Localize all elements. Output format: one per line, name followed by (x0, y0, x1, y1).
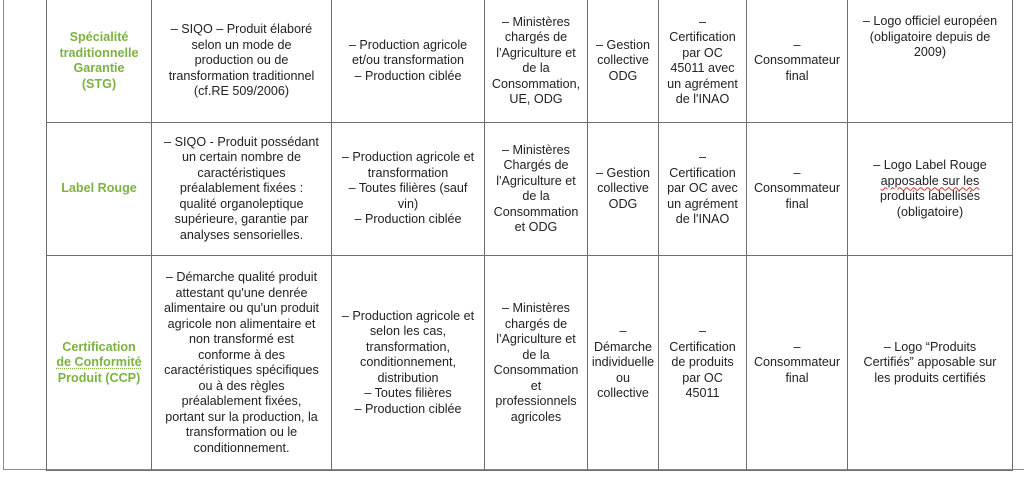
cell-line: Consommateur (753, 355, 841, 370)
cell-line: produits labellisés (879, 189, 981, 203)
cell-line: chargés de (504, 316, 568, 331)
siqo-comparison-table (46, 0, 1013, 471)
cell-line: – Production ciblée (354, 68, 462, 83)
cell-line: conforme à des (198, 347, 285, 362)
cell-line: par OC (682, 45, 723, 60)
cell-line: UE, ODG (509, 92, 563, 106)
target-cell (747, 256, 848, 471)
cell-line: attestant qu'une denrée (175, 285, 308, 300)
row-label-line: Produit (CCP) (57, 370, 141, 385)
cell-line: – (698, 324, 706, 339)
cell-line: les produits certifiés (874, 370, 986, 385)
cell-line: – Production agricole et (341, 308, 475, 323)
cell-line: un agrément (667, 76, 738, 91)
cell-line: – (698, 14, 706, 29)
cell-line: – Logo Label Rouge (873, 158, 987, 172)
cell-line: 45011 avec (670, 61, 735, 75)
cell-line: transformation traditionnel (168, 68, 315, 83)
cell-line: Consommation (493, 363, 579, 377)
cell-line: Chargés de (503, 158, 569, 172)
cell-line: Consommateur (753, 53, 841, 68)
cell-line: – SIQO – Produit élaboré (170, 22, 313, 37)
cell-line: individuelle (591, 355, 655, 370)
target-cell (747, 123, 848, 256)
authorities-cell (485, 256, 588, 471)
cell-line: – Logo “Produits (883, 339, 977, 354)
cell-line: – (793, 37, 801, 52)
cell-line: – Toutes filières (sauf (348, 181, 468, 196)
cell-line: de la (522, 189, 550, 203)
management-cell (588, 123, 659, 256)
cell-line: un certain nombre de (181, 150, 301, 165)
definition-cell (152, 123, 332, 256)
cell-line: l'Agriculture et (496, 332, 576, 346)
cell-line: final (785, 68, 809, 83)
authorities-cell (485, 123, 588, 256)
cell-line: – Ministères (502, 301, 570, 315)
row-label-line: (STG) (81, 76, 117, 91)
cell-line: vin) (397, 196, 419, 211)
cell-line: – SIQO - Produit possédant (164, 134, 319, 149)
cell-line: analyses sensorielles. (179, 227, 304, 242)
cell-line: par OC avec (667, 181, 738, 196)
table-row-ccp (47, 256, 1013, 471)
scope-cell (332, 123, 485, 256)
management-cell (588, 256, 659, 471)
row-label-line: traditionnelle (59, 45, 139, 60)
cell-line: (cf.RE 509/2006) (193, 84, 290, 99)
cell-line: et (530, 378, 542, 393)
left-border-line (3, 0, 4, 470)
cell-line: caractéristiques spécifiques (164, 363, 319, 377)
cell-line: (obligatoire) (896, 204, 964, 219)
scope-cell (332, 0, 485, 123)
row-label-cell (47, 0, 152, 123)
row-label-line: Label Rouge (61, 181, 137, 196)
row-label-line: Certification (62, 339, 136, 354)
cell-line: – Production agricole (348, 37, 468, 52)
cell-line: – Production ciblée (354, 212, 462, 227)
cell-line: (obligatoire depuis de (869, 29, 991, 44)
cell-line: – Ministères (502, 142, 570, 157)
cell-line: transformation ou le (185, 425, 298, 439)
cell-line: un agrément (667, 196, 738, 211)
cell-line: et ODG (514, 220, 558, 234)
cell-line: collective (597, 53, 649, 68)
row-label-cell (47, 123, 152, 256)
cell-line: ou à des règles (198, 378, 285, 393)
cell-line: supérieure, garantie par (174, 212, 309, 227)
cell-line: ODG (608, 68, 638, 83)
table-row-label-rouge (47, 123, 1013, 256)
cell-line: Certification (669, 165, 736, 180)
cell-line: l'Agriculture et (496, 45, 576, 60)
cell-line: Certification (669, 339, 736, 354)
certification-cell (659, 256, 747, 471)
definition-cell (152, 256, 332, 471)
cell-line: par OC (682, 370, 723, 385)
target-cell (747, 0, 848, 123)
cell-line: conditionnement. (193, 440, 290, 455)
cell-line: production ou de (194, 53, 289, 68)
certification-cell (659, 123, 747, 256)
cell-line: portant sur la production, la (165, 409, 318, 424)
cell-line: selon un mode de (191, 37, 292, 52)
cell-line: transformation (367, 165, 449, 180)
cell-line: professionnels (495, 394, 577, 408)
cell-line: Certification (669, 30, 736, 44)
scope-cell (332, 256, 485, 471)
authorities-cell (485, 0, 588, 123)
cell-line: final (785, 370, 809, 385)
row-label-line: Garantie (73, 61, 125, 75)
cell-line: – (698, 150, 706, 165)
cell-line: – Toutes filières (364, 386, 452, 401)
cell-line: de l'INAO (675, 212, 730, 227)
cell-line: de la (522, 61, 550, 75)
cell-line: – Ministères (502, 14, 570, 29)
cell-line: – Gestion (596, 37, 650, 52)
cell-line: ODG (608, 196, 638, 211)
cell-line: Consommation (493, 204, 579, 219)
cell-line: apposable sur les (880, 173, 980, 188)
row-label-cell (47, 256, 152, 471)
cell-line: – Production agricole et (341, 150, 475, 165)
cell-line: préalablement fixées : (179, 181, 304, 196)
certification-cell (659, 0, 747, 123)
cell-line: – (793, 339, 801, 354)
cell-line: 45011 (685, 386, 720, 401)
management-cell (588, 0, 659, 123)
cell-line: Démarche (593, 339, 653, 354)
cell-line: – Production ciblée (354, 401, 462, 416)
logo-cell (848, 0, 1013, 123)
cell-line: de l'INAO (675, 92, 730, 106)
cell-line: et/ou transformation (351, 53, 464, 68)
cell-line: conditionnement, (360, 355, 456, 370)
cell-line: caractéristiques (197, 165, 286, 180)
row-label-line: Spécialité (69, 30, 129, 44)
cell-line: Certifiés” apposable sur (863, 355, 997, 370)
definition-cell (152, 0, 332, 123)
cell-line: – (793, 165, 801, 180)
table-row-stg (47, 0, 1013, 123)
cell-line: selon les cas, (369, 324, 447, 339)
cell-line: collective (597, 181, 649, 196)
cell-line: final (785, 196, 809, 211)
cell-line: préalablement fixées, (181, 394, 302, 408)
cell-line: distribution (377, 370, 439, 385)
cell-line: transformation, (366, 339, 450, 354)
cell-line: agricole non alimentaire et (167, 316, 316, 331)
cell-line: agricoles (510, 409, 562, 424)
cell-line: – Gestion (596, 165, 650, 180)
cell-line: Consommateur (753, 181, 841, 196)
row-label-line: de Conformité (56, 355, 142, 370)
cell-line: non transformé est (189, 332, 294, 346)
cell-line: – (619, 324, 627, 339)
cell-line: de la (522, 347, 550, 362)
cell-line: chargés de (504, 30, 568, 44)
cell-line: de produits (671, 355, 734, 370)
cell-line: ou (615, 370, 630, 385)
cell-line: l'Agriculture et (496, 173, 576, 188)
cell-line: 2009) (913, 45, 947, 59)
logo-cell (848, 123, 1013, 256)
cell-line: collective (597, 386, 649, 401)
cell-line: – Démarche qualité produit (165, 270, 318, 284)
logo-cell (848, 256, 1013, 471)
cell-line: – Logo officiel européen (862, 14, 998, 28)
cell-line: Consommation, (491, 76, 581, 91)
cell-line: alimentaire ou qu'un produit (163, 301, 320, 315)
cell-line: qualité organoleptique (179, 196, 304, 211)
